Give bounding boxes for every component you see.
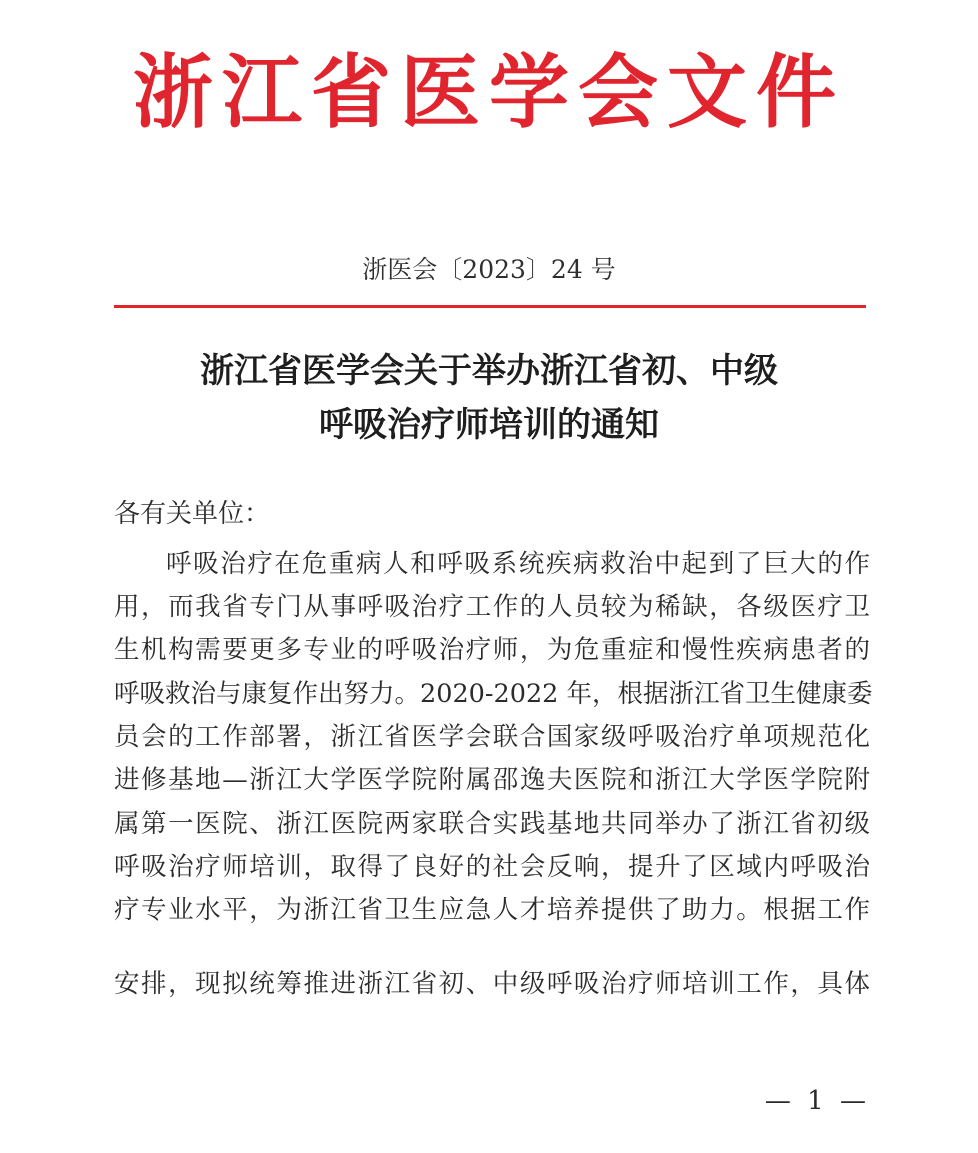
body-line: 呼吸治疗师培训，取得了良好的社会反响，提升了区域内呼吸治 [114, 852, 870, 882]
body-line: 安排，现拟统筹推进浙江省初、中级呼吸治疗师培训工作，具体 [114, 969, 870, 999]
body-line: 呼吸治疗在危重病人和呼吸系统疾病救治中起到了巨大的作 [166, 549, 870, 579]
salutation: 各有关单位： [114, 499, 271, 529]
body-line: 进修基地—浙江大学医学院附属邵逸夫医院和浙江大学医学院附 [114, 765, 870, 795]
body-line: 生机构需要更多专业的呼吸治疗师，为危重症和慢性疾病患者的 [114, 635, 870, 665]
document-masthead: 浙江省医学会文件 [133, 45, 845, 139]
document-number: 浙医会〔2023〕24 号 [362, 255, 616, 284]
notice-title-line-2: 呼吸治疗师培训的通知 [319, 405, 659, 445]
body-line: 疗专业水平，为浙江省卫生应急人才培养提供了助力。根据工作 [114, 895, 870, 925]
body-line: 属第一医院、浙江医院两家联合实践基地共同举办了浙江省初级 [114, 809, 870, 839]
body-line: 员会的工作部署，浙江省医学会联合国家级呼吸治疗单项规范化 [114, 722, 870, 752]
red-separator-rule [114, 305, 866, 308]
notice-title-line-1: 浙江省医学会关于举办浙江省初、中级 [200, 351, 778, 391]
body-line: 呼吸救治与康复作出努力。2020-2022 年，根据浙江省卫生健康委 [114, 679, 873, 709]
body-line: 用，而我省专门从事呼吸治疗工作的人员较为稀缺，各级医疗卫 [114, 592, 870, 622]
page-number: — 1 — [764, 1086, 870, 1116]
